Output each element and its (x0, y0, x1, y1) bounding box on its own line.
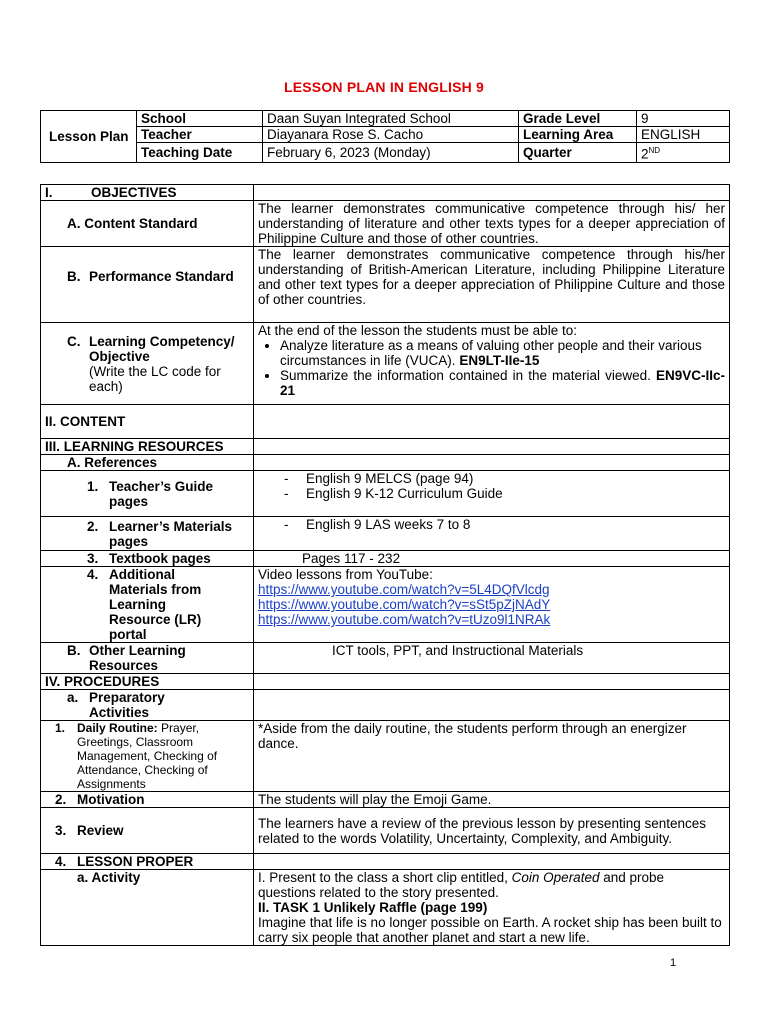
additional-materials-value: Video lessons from YouTube: https://www.youtube.com/watch?v=5L4DQfVlcdg https://www.youtube.com/watch?v=sSt5pZjNAdY https://www.youtube.com/watch?v=tUzo9l1NRAk (254, 567, 730, 643)
teaching-date-value: February 6, 2023 (Monday) (263, 143, 519, 163)
activity-label: a. Activity (41, 870, 254, 946)
grade-level-label: Grade Level (519, 111, 637, 127)
content-standard-label: A. Content Standard (41, 201, 254, 247)
teaching-date-label: Teaching Date (137, 143, 263, 163)
motivation-value: The students will play the Emoji Game. (254, 792, 730, 808)
content-standard-text: The learner demonstrates communicative competence through his/ her understanding of literature and other texts types for a deeper appreciation of Philippine Culture and those of other countries. (254, 201, 730, 247)
document-title: LESSON PLAN IN ENGLISH 9 (283, 79, 485, 95)
other-resources-label: B. Other Learning Resources (41, 643, 254, 674)
daily-routine-value: *Aside from the daily routine, the students perform through an energizer dance. (254, 721, 730, 792)
lesson-plan-label: Lesson Plan (41, 111, 137, 163)
learning-area-value: ENGLISH (637, 127, 730, 143)
header-table (40, 110, 730, 163)
teacher-label: Teacher (137, 127, 263, 143)
textbook-pages-value: Pages 117 - 232 (254, 551, 730, 567)
school-value: Daan Suyan Integrated School (263, 111, 519, 127)
preparatory-activities-label: a. Preparatory Activities (41, 690, 254, 721)
teachers-guide-value: - English 9 MELCS (page 94) - English 9 K-12 Curriculum Guide (254, 471, 730, 517)
learning-competency-label: C. Learning Competency/Objective (Write the LC code for each) (41, 323, 254, 405)
motivation-label: 2. Motivation (41, 792, 254, 808)
objectives-heading: I. OBJECTIVES (41, 185, 254, 201)
page-number: 1 (670, 957, 677, 969)
school-label: School (137, 111, 263, 127)
youtube-link-3[interactable]: https://www.youtube.com/watch?v=tUzo9l1NRAk (258, 612, 551, 627)
additional-materials-label: 4. Additional Materials from Learning Resource (LR) portal (41, 567, 254, 643)
teachers-guide-label: 1. Teacher’s Guide pages (41, 471, 254, 517)
teacher-value: Diayanara Rose S. Cacho (263, 127, 519, 143)
learners-materials-value: - English 9 LAS weeks 7 to 8 (254, 517, 730, 551)
lesson-table (40, 184, 730, 946)
other-resources-value: ICT tools, PPT, and Instructional Materials (254, 643, 730, 674)
procedures-heading: IV. PROCEDURES (41, 674, 254, 690)
performance-standard-text: The learner demonstrates communicative competence through his/her understanding of British-American Literature, including Philippine Literature and other text types for a deeper appreciation of Philippine Culture and those of other countries. (254, 247, 730, 323)
learners-materials-label: 2. Learner’s Materials pages (41, 517, 254, 551)
learning-area-label: Learning Area (519, 127, 637, 143)
quarter-label: Quarter (519, 143, 637, 163)
youtube-link-2[interactable]: https://www.youtube.com/watch?v=sSt5pZjNAdY (258, 597, 551, 612)
review-value: The learners have a review of the previous lesson by presenting sentences related to the words Volatility, Uncertainty, Complexity, and Ambiguity. (254, 808, 730, 854)
review-label: 3. Review (41, 808, 254, 854)
performance-standard-label: B. Performance Standard (41, 247, 254, 323)
textbook-pages-label: 3. Textbook pages (41, 551, 254, 567)
content-heading: II. CONTENT (41, 405, 254, 439)
daily-routine-label: 1. Daily Routine: Prayer, Greetings, Classroom Management, Checking of Attendance, Checking of Assignments (41, 721, 254, 792)
grade-level-value: 9 (637, 111, 730, 127)
youtube-link-1[interactable]: https://www.youtube.com/watch?v=5L4DQfVlcdg (258, 582, 550, 597)
lesson-proper-label: 4. LESSON PROPER (41, 854, 254, 870)
quarter-value: 2ND (637, 143, 730, 163)
learning-resources-heading: III. LEARNING RESOURCES (41, 439, 254, 455)
activity-value: I. Present to the class a short clip entitled, Coin Operated and probe questions related to the story presented. II. TASK 1 Unlikely Raffle (page 199) Imagine that life is no longer possible on Earth. A rocket ship has been built to carry six people that another planet and start a new life. (254, 870, 730, 946)
learning-competency-text: At the end of the lesson the students must be able to: • Analyze literature as a means of valuing other people and their various circumstances in life (VUCA). EN9LT-IIe-15 • Summarize the information contained in the material viewed. EN9VC-IIc-21 (254, 323, 730, 405)
references-heading: A. References (41, 455, 254, 471)
